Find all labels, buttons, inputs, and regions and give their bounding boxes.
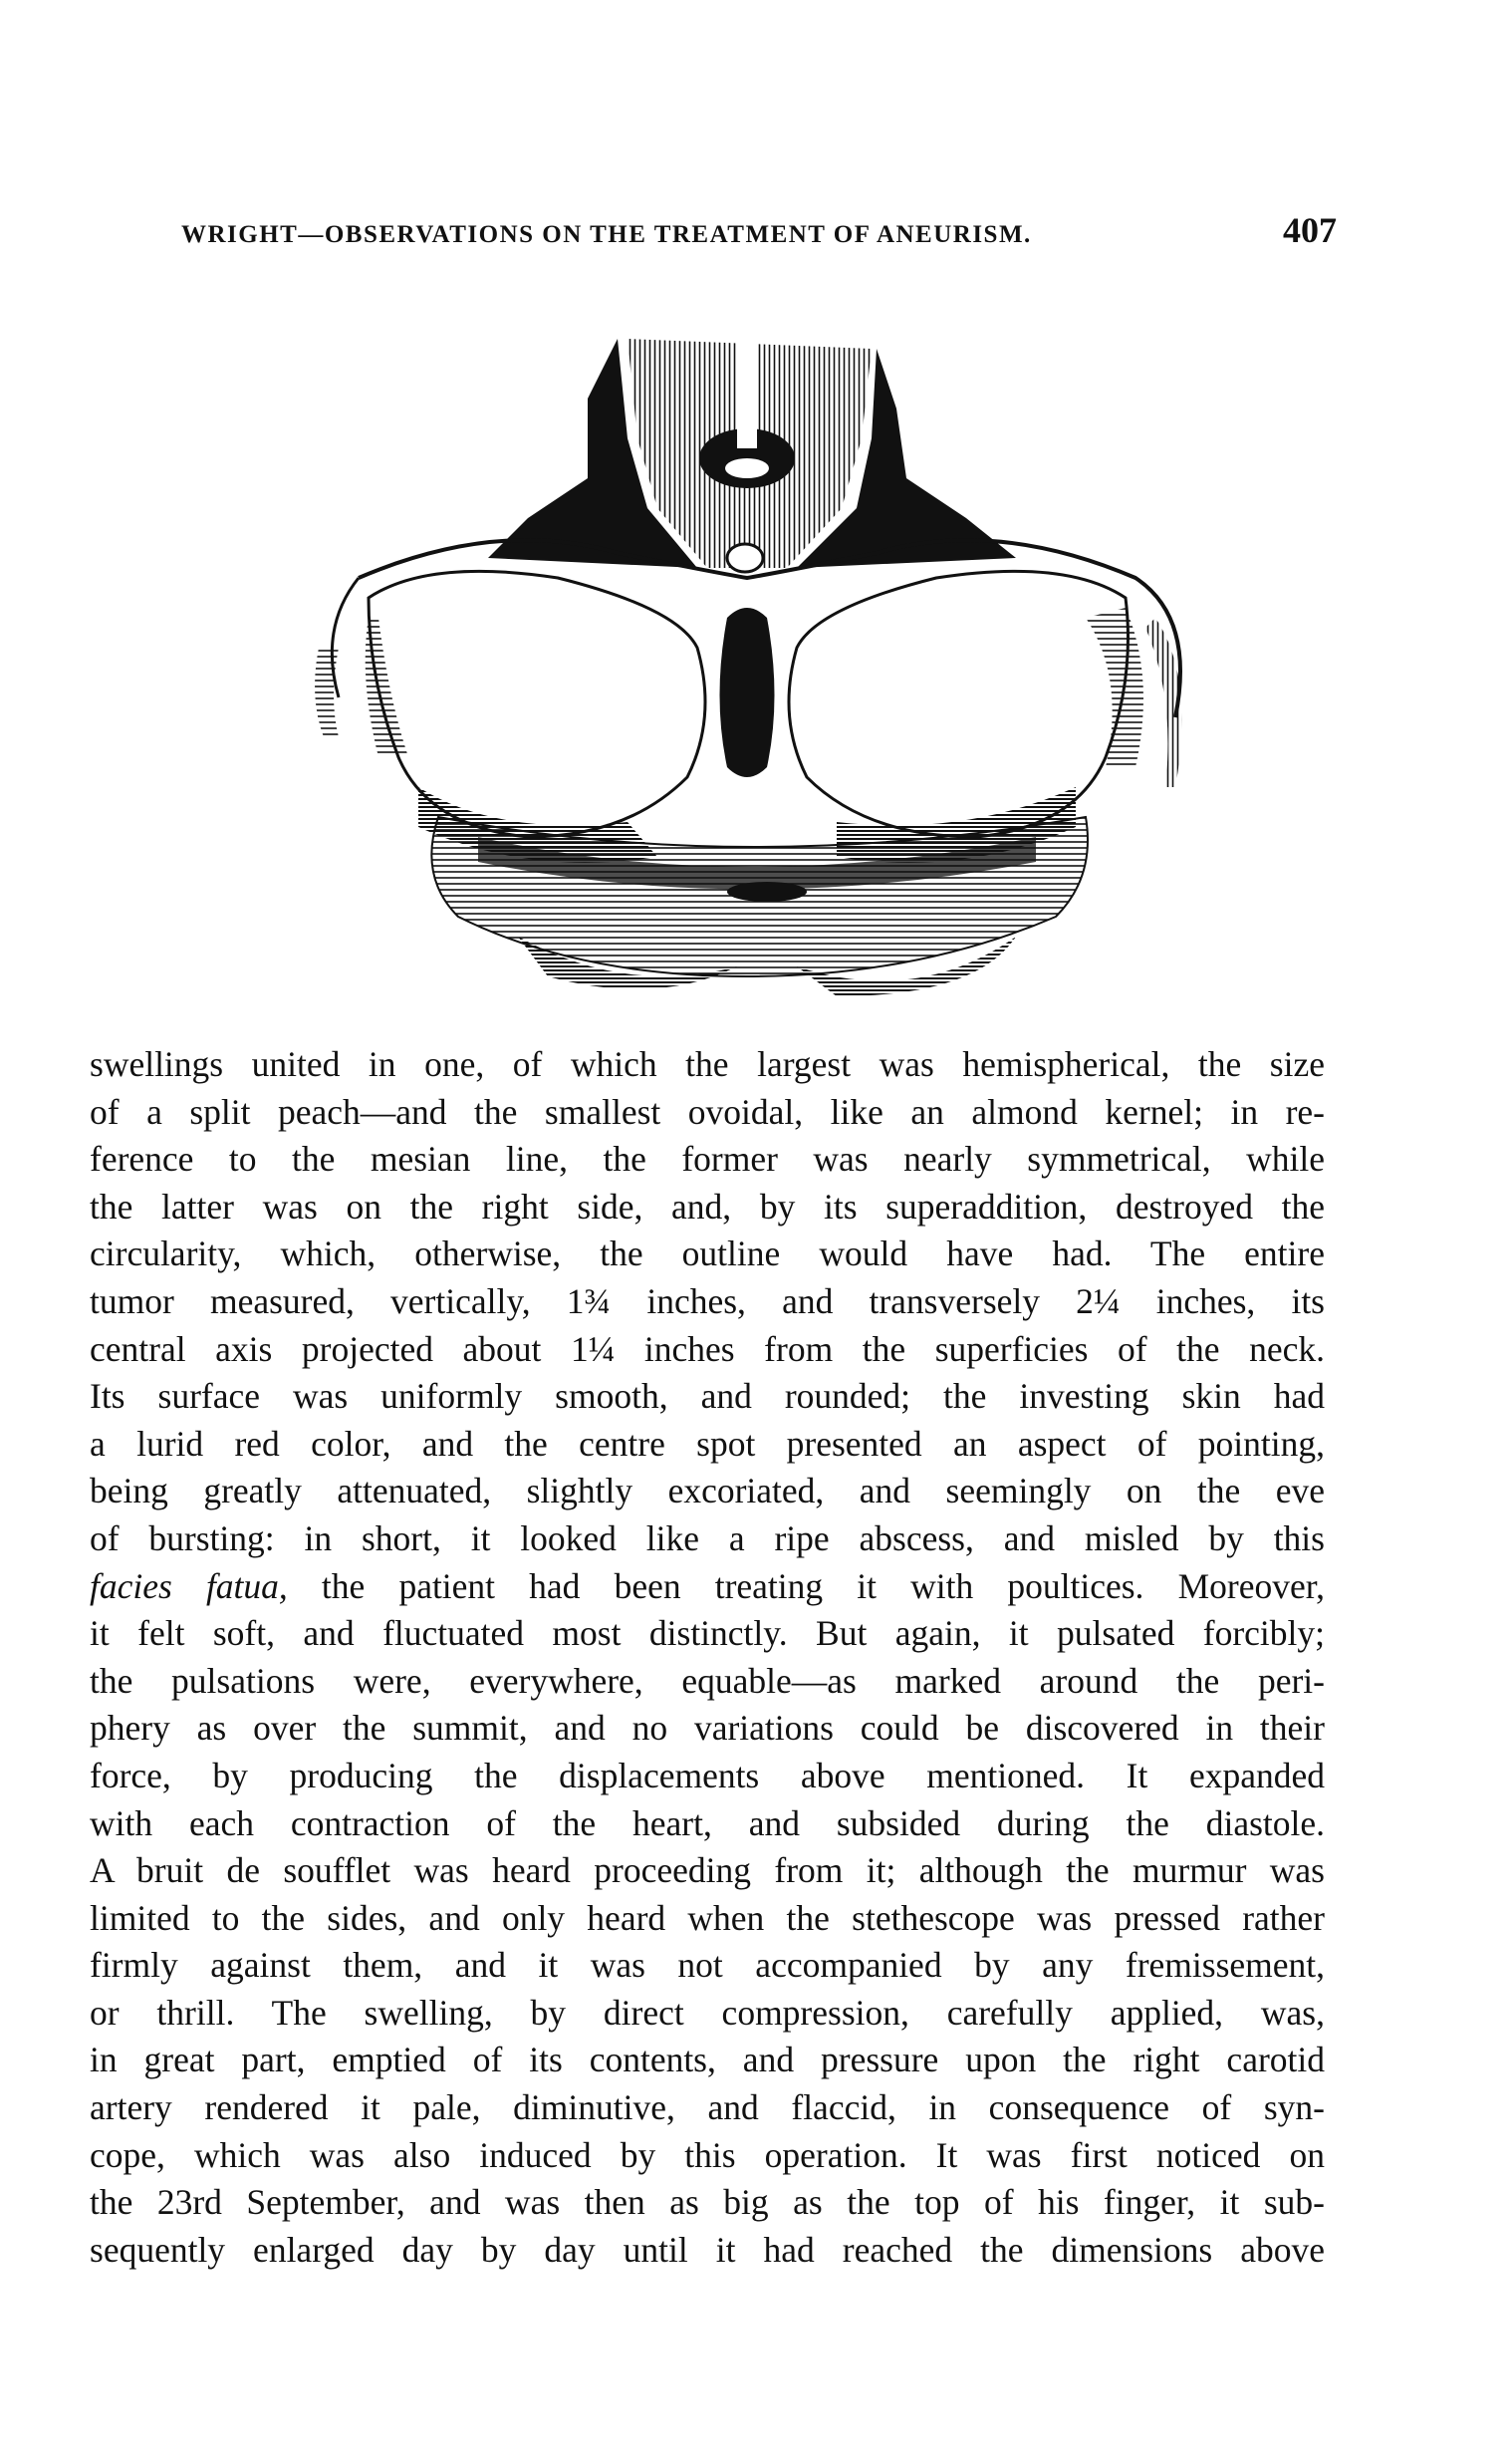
text-line: force, by producing the displacements above mentioned. It expanded bbox=[90, 1755, 1325, 1795]
running-header bbox=[181, 209, 1337, 259]
text-line: cope, which was also induced by this operation. It was first noticed on bbox=[90, 2134, 1325, 2175]
text-line: of bursting: in short, it looked like a ripe abscess, and misled by this bbox=[90, 1517, 1325, 1558]
text-line: or thrill. The swelling, by direct compression, carefully applied, was, bbox=[90, 1992, 1325, 2033]
text-line: sequently enlarged day by day until it had reached the dimensions above bbox=[90, 2229, 1325, 2270]
text-line: the latter was on the right side, and, by its superaddition, destroyed the bbox=[90, 1186, 1325, 1227]
text-line: it felt soft, and fluctuated most distinctly. But again, it pulsated forcibly; bbox=[90, 1613, 1325, 1654]
text-line: tumor measured, vertically, 1¾ inches, and transversely 2¼ inches, its bbox=[90, 1280, 1325, 1321]
text-line: limited to the sides, and only heard when the stethescope was pressed rather bbox=[90, 1897, 1325, 1938]
running-head-title: WRIGHT—OBSERVATIONS ON THE TREATMENT OF ANEURISM. bbox=[181, 221, 1032, 248]
page-number: 407 bbox=[1283, 210, 1337, 250]
text-line: A bruit de soufflet was heard proceeding from it; although the murmur was bbox=[90, 1850, 1325, 1891]
text-line: ference to the mesian line, the former was nearly symmetrical, while bbox=[90, 1139, 1325, 1180]
text-line: the 23rd September, and was then as big as the top of his finger, it sub- bbox=[90, 2182, 1325, 2223]
text-line: Its surface was uniformly smooth, and rounded; the investing skin had bbox=[90, 1376, 1325, 1417]
text-line: phery as over the summit, and no variations could be discovered in their bbox=[90, 1708, 1325, 1749]
text-line: circularity, which, otherwise, the outline would have had. The entire bbox=[90, 1233, 1325, 1274]
text-line: being greatly attenuated, slightly excoriated, and seemingly on the eve bbox=[90, 1471, 1325, 1511]
engraving-icon bbox=[299, 319, 1195, 1006]
text-line: a lurid red color, and the centre spot presented an aspect of pointing, bbox=[90, 1423, 1325, 1464]
text-line: firmly against them, and it was not accompanied by any fremissement, bbox=[90, 1945, 1325, 1986]
body-text bbox=[90, 1041, 1325, 2274]
anatomical-illustration bbox=[299, 319, 1195, 1006]
text-line-facies-fatua bbox=[90, 1563, 1325, 1611]
text-line: artery rendered it pale, diminutive, and flaccid, in consequence of syn- bbox=[90, 2087, 1325, 2128]
text-line: swellings united in one, of which the largest was hemispherical, the size bbox=[90, 1044, 1325, 1084]
text-line: of a split peach—and the smallest ovoidal, like an almond kernel; in re- bbox=[90, 1091, 1325, 1132]
text-line: in great part, emptied of its contents, and pressure upon the right carotid bbox=[90, 2040, 1325, 2080]
text-line: with each contraction of the heart, and subsided during the diastole. bbox=[90, 1802, 1325, 1843]
text-line: the pulsations were, everywhere, equable—as marked around the peri- bbox=[90, 1660, 1325, 1701]
text-line-rest: the patient had been treating it with poultices. Moreover, bbox=[287, 1565, 1325, 1606]
italic-phrase: facies fatua, bbox=[90, 1565, 288, 1606]
text-line: central axis projected about 1¼ inches from the superficies of the neck. bbox=[90, 1328, 1325, 1369]
